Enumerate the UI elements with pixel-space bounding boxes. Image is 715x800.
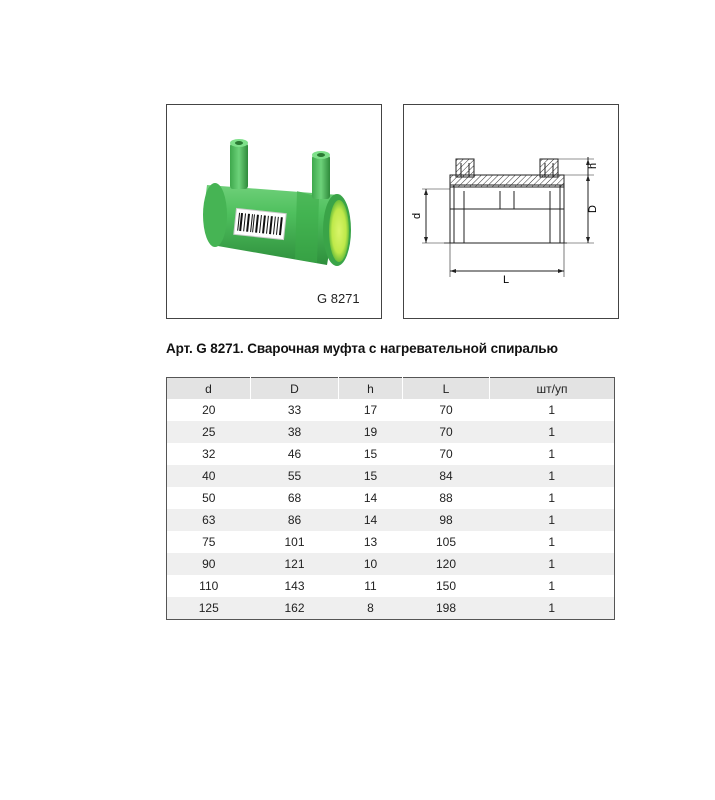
column-header-pcs-per-pack: шт/уп xyxy=(490,378,615,400)
table-cell: 14 xyxy=(339,509,403,531)
table-cell: 1 xyxy=(490,443,615,465)
table-cell: 90 xyxy=(167,553,251,575)
table-cell: 1 xyxy=(490,597,615,620)
table-row xyxy=(167,553,615,575)
table-row xyxy=(167,531,615,553)
dimension-d-label: d xyxy=(411,212,423,219)
coupling-photo-image xyxy=(167,105,381,285)
table-cell: 68 xyxy=(251,487,339,509)
table-cell: 86 xyxy=(251,509,339,531)
product-code-label: G 8271 xyxy=(317,291,360,306)
column-header-D: D xyxy=(251,378,339,400)
table-cell: 1 xyxy=(490,531,615,553)
barcode-label xyxy=(234,208,286,239)
table-cell: 1 xyxy=(490,509,615,531)
table-cell: 33 xyxy=(251,399,339,421)
table-cell: 105 xyxy=(403,531,490,553)
dimension-D-label: D xyxy=(587,205,599,213)
table-cell: 50 xyxy=(167,487,251,509)
table-cell: 1 xyxy=(490,487,615,509)
table-cell: 120 xyxy=(403,553,490,575)
table-cell: 110 xyxy=(167,575,251,597)
table-cell: 46 xyxy=(251,443,339,465)
table-row xyxy=(167,399,615,421)
table-row xyxy=(167,509,615,531)
table-cell: 1 xyxy=(490,553,615,575)
table-row xyxy=(167,421,615,443)
table-cell: 10 xyxy=(339,553,403,575)
specification-table xyxy=(166,377,615,620)
table-cell: 13 xyxy=(339,531,403,553)
table-cell: 19 xyxy=(339,421,403,443)
table-cell: 15 xyxy=(339,465,403,487)
table-cell: 121 xyxy=(251,553,339,575)
table-cell: 198 xyxy=(403,597,490,620)
product-heading: Арт. G 8271. Сварочная муфта с нагревательной спиралью xyxy=(166,341,558,356)
table-cell: 14 xyxy=(339,487,403,509)
table-cell: 1 xyxy=(490,421,615,443)
technical-drawing-frame xyxy=(403,104,619,319)
column-header-h: h xyxy=(339,378,403,400)
column-header-L: L xyxy=(403,378,490,400)
table-cell: 162 xyxy=(251,597,339,620)
table-cell: 15 xyxy=(339,443,403,465)
table-cell: 125 xyxy=(167,597,251,620)
table-row xyxy=(167,443,615,465)
table-cell: 32 xyxy=(167,443,251,465)
table-cell: 75 xyxy=(167,531,251,553)
table-cell: 150 xyxy=(403,575,490,597)
table-row xyxy=(167,487,615,509)
table-cell: 55 xyxy=(251,465,339,487)
table-body xyxy=(167,399,615,620)
table-cell: 20 xyxy=(167,399,251,421)
dimension-h-label: h xyxy=(587,162,599,169)
table-row xyxy=(167,465,615,487)
table-cell: 38 xyxy=(251,421,339,443)
column-header-d: d xyxy=(167,378,251,400)
table-cell: 25 xyxy=(167,421,251,443)
table-cell: 70 xyxy=(403,443,490,465)
table-cell: 88 xyxy=(403,487,490,509)
table-cell: 1 xyxy=(490,465,615,487)
table-row xyxy=(167,575,615,597)
product-photo-frame xyxy=(166,104,382,319)
coupling-section-drawing xyxy=(404,105,618,318)
table-cell: 11 xyxy=(339,575,403,597)
table-cell: 84 xyxy=(403,465,490,487)
table-cell: 70 xyxy=(403,421,490,443)
table-cell: 8 xyxy=(339,597,403,620)
table-cell: 143 xyxy=(251,575,339,597)
table-row xyxy=(167,597,615,620)
table-cell: 70 xyxy=(403,399,490,421)
table-cell: 63 xyxy=(167,509,251,531)
table-cell: 17 xyxy=(339,399,403,421)
dimension-L-label: L xyxy=(503,274,510,286)
table-cell: 1 xyxy=(490,575,615,597)
table-cell: 1 xyxy=(490,399,615,421)
table-header-row xyxy=(167,378,615,400)
table-cell: 98 xyxy=(403,509,490,531)
table-cell: 101 xyxy=(251,531,339,553)
table-cell: 40 xyxy=(167,465,251,487)
